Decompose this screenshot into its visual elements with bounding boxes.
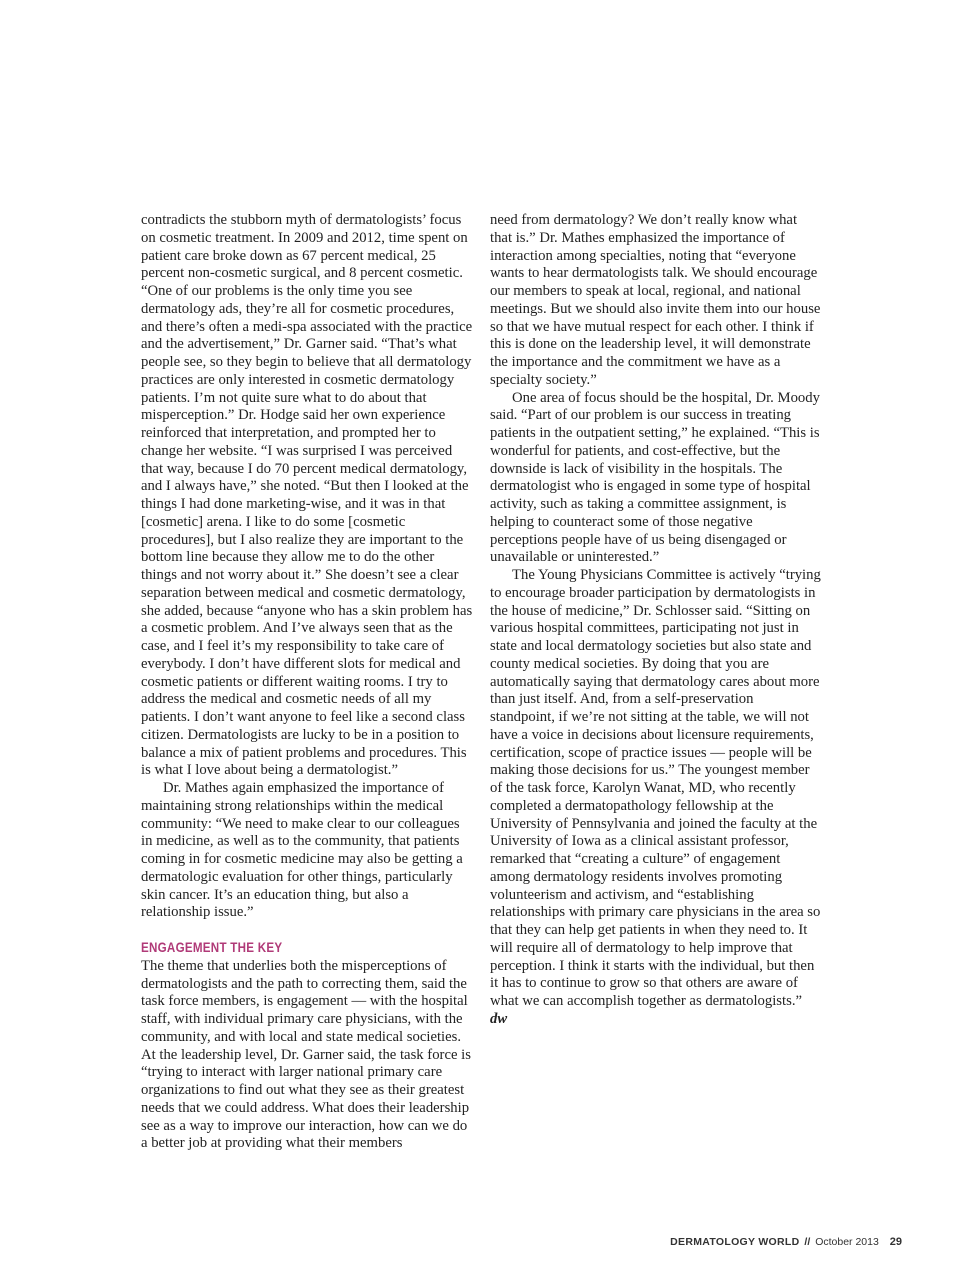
body-paragraph-text: The Young Physicians Committee is actively “trying to encourage broader participation by dermatologists in the house of medicine,” Dr. Schlosser said. “Sitting on various hospital committees, participating not just in state and local dermatology societies but also state and county medical societies. By doing that you are automatically saying that dermatology cares about more than just itself. And, from a self-preservation standpoint, if we’re not sitting at the table, we will not have a voice in decisions about licensure requirements, certification, scope of practice issues — people will be making those decisions for us.” The youngest member of the task force, Karolyn Wanat, MD, who recently completed a dermatopathology fellowship at the University of Pennsylvania and joined the faculty at the University of Iowa as a clinical assistant professor, remarked that “creating a culture” of engagement among dermatology residents involves promoting volunteerism and activism, and “establishing relationships with primary care physicians in the area so that they can help get patients in when they need to. It will require all of dermatology to help improve that perception. I think it starts with the individual, but then it has to continue to grow so that others are aware of what we can accomplish together as dermatologists.” bbox=[490, 567, 821, 1009]
body-paragraph: need from dermatology? We don’t really know what that is.” Dr. Mathes emphasized the importance of interaction among specialties, noting that “everyone wants to hear dermatologists talk. We should encourage our members to speak at local, regional, and national meetings. But we should also invite them into our house so that we have mutual respect for each other. I think if this is done on the leadership level, it will demonstrate the importance and the commitment we have as a specialty society.” bbox=[490, 212, 821, 388]
body-paragraph: contradicts the stubborn myth of dermatologists’ focus on cosmetic treatment. In 2009 and 2012, time spent on patient care broke down as 67 percent medical, 25 percent non-cosmetic surgical, and 8 percent cosmetic. “One of our problems is the only time you see dermatology ads, they’re all for cosmetic procedures, and there’s often a medi-spa associated with the practice and the advertisement,” Dr. Garner said. “That’s what people see, so they begin to believe that all dermatology practices are only interested in cosmetic dermatology patients. I’m not quite sure what to do about that misperception.” Dr. Hodge said her own experience reinforced that interpretation, and prompted her to change her website. “I was surprised I was perceived that way, because I do 70 percent medical dermatology, and I always have,” she noted. “But then I looked at the things I had done marketing-wise, and it was in that [cosmetic] arena. I like to do some [cosmetic procedures], but I also realize they are important to the bottom line because they allow me to do the other things and not worry about it.” She doesn’t see a clear separation between medical and cosmetic dermatology, she added, because “anyone who has a skin problem has a cosmetic problem. And I’ve always seen that as the case, and I feel it’s my responsibility to take care of everybody. I don’t have different slots for medical and cosmetic patients or different waiting rooms. I try to address the medical and cosmetic needs of all my patients. I don’t want anyone to feel like a second class citizen. Dermatologists are lucky to be in a position to balance a mix of patient problems and procedures. This is what I love about being a dermatologist.” bbox=[141, 212, 473, 779]
issue-date: October 2013 bbox=[815, 1236, 879, 1248]
section-heading: ENGAGEMENT THE KEY bbox=[141, 940, 283, 955]
footer-separator: // bbox=[804, 1236, 811, 1248]
body-paragraph: Dr. Mathes again emphasized the importance of maintaining strong relationships within the medical community: “We need to make clear to our colleagues in medicine, as well as to the community, that patients coming in for cosmetic medicine may also be getting a dermatologic evaluation for other things, particularly skin cancer. It’s an education thing, but also a relationship issue.” bbox=[141, 780, 463, 921]
body-paragraph: The theme that underlies both the misperceptions of dermatologists and the path to correcting them, said the task force members, is engagement — with the hospital staff, with individual primary care physicians, with the community, and with local and state medical societies. At the leadership level, Dr. Garner said, the task force is “trying to interact with larger national primary care organizations to find out what they see as their greatest needs that we could address. What does their leadership see as a way to improve our interaction, how can we do a better job at providing what their members bbox=[141, 957, 471, 1152]
page-footer bbox=[670, 1236, 902, 1248]
author-signature: dw bbox=[490, 1010, 508, 1027]
page-number: 29 bbox=[889, 1236, 902, 1248]
body-paragraph: One area of focus should be the hospital, Dr. Moody said. “Part of our problem is our success in treating patients in the outpatient setting,” he explained. “This is wonderful for patients, and cost-effective, but the downside is lack of visibility in the hospitals. The dermatologist who is engaged in some type of hospital activity, such as taking a committee assignment, is helping to counteract some of those negative perceptions people have of us being disengaged or unavailable or uninterested.” bbox=[490, 389, 820, 566]
right-column bbox=[490, 212, 822, 1029]
publication-name: DERMATOLOGY WORLD bbox=[670, 1236, 800, 1248]
body-paragraph-final bbox=[490, 567, 822, 1029]
left-column bbox=[141, 212, 473, 1153]
